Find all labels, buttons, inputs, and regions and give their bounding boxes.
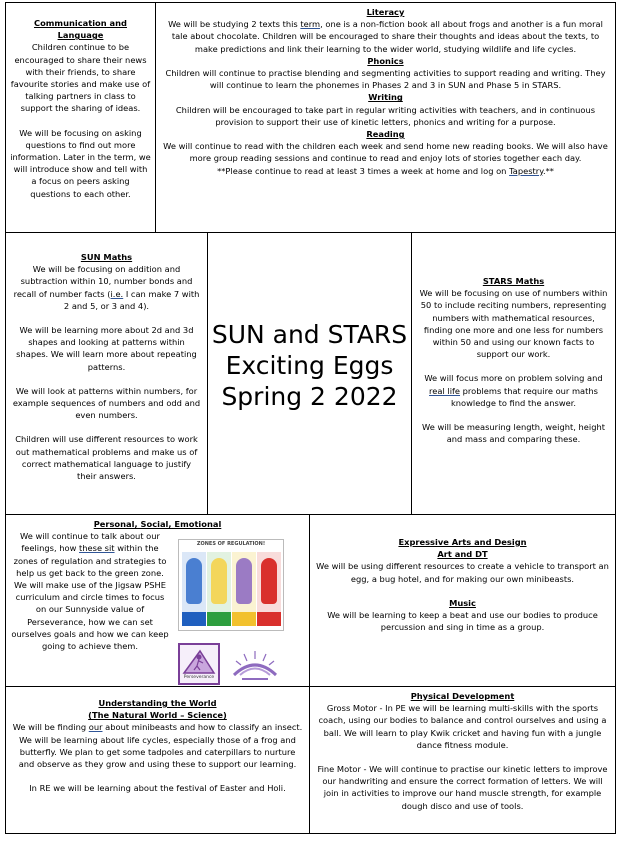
stars-maths-paragraph-3: We will be measuring length, weight, height and mass and comparing these. bbox=[422, 422, 605, 445]
physical-box bbox=[309, 686, 616, 834]
literacy-box bbox=[155, 2, 616, 233]
reading-paragraph: We will continue to read with the children each week and send home new reading books. We will also have more group reading sessions and continue to read and enjoy lots of stories together each day. bbox=[163, 141, 608, 164]
music-heading: Music bbox=[449, 597, 476, 608]
tapestry-link[interactable]: Tapestry bbox=[509, 165, 543, 176]
title-box bbox=[207, 232, 412, 515]
blue-zone-label bbox=[182, 612, 206, 626]
communication-paragraph-1: Children continue to be encouraged to share their news with their friends, to share favourite stories and make use of talking partners in class to support the sharing of ideas. bbox=[10, 42, 151, 114]
communication-heading: Communication and Language bbox=[33, 18, 127, 41]
stars-maths-paragraph-2: We will focus more on problem solving and real life problems that require our maths knowledge to find the answer. bbox=[424, 373, 603, 408]
phonics-paragraph: Children will continue to practise blending and segmenting activities to support reading and writing. They will continue to learn the phonemes in Phases 2 and 3 in SUN and Phase 5 in STARS. bbox=[165, 68, 606, 91]
arts-box bbox=[309, 514, 616, 687]
stars-maths-paragraph-1: We will be focusing on use of numbers within 50 to include reciting numbers, representing numbers with mathematical resources, finding one more and one less for numbers within 50 and using our known facts to support our work. bbox=[419, 288, 608, 360]
literacy-heading: Literacy bbox=[366, 7, 405, 17]
red-zone bbox=[257, 552, 281, 626]
zones-title: ZONES OF REGULATION! bbox=[196, 541, 266, 547]
stars-maths-heading: STARS Maths bbox=[482, 276, 545, 286]
sun-maths-box bbox=[5, 232, 208, 515]
pse-box bbox=[5, 514, 310, 687]
arts-paragraph: We will be using different resources to create a vehicle to transport an egg, a bug hotel, and for making our own minibeasts. bbox=[316, 561, 609, 584]
title-line-3: Spring 2 2022 bbox=[221, 382, 398, 411]
fine-motor-paragraph: Fine Motor - We will continue to practise our kinetic letters to improve our handwriting and ensure the correct formation of letters. We will join in activities to improve our hand muscle strength, for example dough disco and use of tools. bbox=[317, 764, 608, 811]
sun-maths-paragraph-4: Children will use different resources to work out mathematical problems and make us of correct mathematical language to justify their answers. bbox=[15, 434, 198, 482]
sun-maths-paragraph-1: We will be focusing on addition and subtraction within 10, number bonds and recall of number facts (i.e. I can make 7 with 2 and 5, or 3 and 4). bbox=[13, 264, 200, 311]
title-line-1: SUN and STARS bbox=[211, 320, 408, 349]
art-dt-heading: Art and DT bbox=[437, 549, 488, 560]
fear-character-icon bbox=[236, 558, 252, 604]
writing-heading: Writing bbox=[368, 92, 403, 103]
red-zone-label bbox=[257, 612, 281, 626]
literacy-paragraph: We will be studying 2 texts this term, one is a non-fiction book all about frogs and another is a fun moral tale about chocolate. Children will be encouraged to share their thoughts and ideas about the texts, to make predictions and link their learning to the wider world, studying wildlife and life cycles. bbox=[168, 19, 603, 54]
stars-maths-box bbox=[411, 232, 616, 515]
pse-paragraph: We will continue to talk about our feelings, how these sit within the zones of regulation and strategies to help us get back to the green zone. We will make use of the Jigsaw PSHE curriculum and circle times to focus on our Sunnyside value of Perseverance, how we can set ourselves goals and how we can keep going to achieve them. bbox=[11, 531, 169, 652]
yellow-zone bbox=[232, 552, 256, 626]
title-line-2: Exciting Eggs bbox=[225, 351, 394, 380]
world-box bbox=[5, 686, 310, 834]
communication-paragraph-2: We will be focusing on asking questions to find out more information. Later in the term, we will introduce show and tell with a focus on peers asking questions to each other. bbox=[10, 127, 151, 199]
zones-of-regulation-image bbox=[178, 539, 284, 631]
communication-language-box bbox=[5, 2, 156, 233]
joy-character-icon bbox=[211, 558, 227, 604]
sad-character-icon bbox=[186, 558, 202, 604]
ie-word: i.e. bbox=[110, 288, 124, 299]
world-subheading: (The Natural World – Science) bbox=[88, 710, 227, 721]
pse-heading: Personal, Social, Emotional bbox=[93, 519, 222, 529]
green-zone bbox=[207, 552, 231, 626]
blue-zone bbox=[182, 552, 206, 626]
real-life-word: real life bbox=[429, 385, 461, 396]
world-paragraph-2: In RE we will be learning about the festival of Easter and Holi. bbox=[29, 783, 286, 794]
sun-maths-heading: SUN Maths bbox=[80, 252, 133, 262]
reading-note: **Please continue to read at least 3 times a week at home and log on Tapestry.** bbox=[217, 165, 554, 176]
arts-heading: Expressive Arts and Design bbox=[398, 537, 527, 547]
reading-heading: Reading bbox=[366, 129, 405, 140]
world-heading: Understanding the World bbox=[98, 698, 217, 708]
perseverance-badge bbox=[178, 643, 220, 685]
yellow-zone-label bbox=[232, 612, 256, 626]
term-word: term bbox=[300, 19, 321, 30]
gross-motor-paragraph: Gross Motor - In PE we will be learning multi-skills with the sports coach, using our bodies to balance and control ourselves and using a ball. We will learn to play Kwik cricket and having fun with a jungle dance fitness module. bbox=[318, 703, 607, 750]
music-paragraph: We will be learning to keep a beat and use our bodies to produce percussion and sing in time as a group. bbox=[327, 610, 598, 633]
our-word: our bbox=[88, 722, 103, 733]
anger-character-icon bbox=[261, 558, 277, 604]
sun-maths-paragraph-2: We will be learning more about 2d and 3d shapes and looking at patterns within shapes. We will learn more about repeating patterns. bbox=[16, 325, 197, 372]
sunnyside-logo bbox=[226, 645, 284, 685]
perseverance-label: Perseverance bbox=[183, 675, 215, 680]
physical-heading: Physical Development bbox=[410, 691, 515, 701]
world-paragraph-1: We will be finding our about minibeasts and how to classify an insect. We will be learning about life cycles, especially those of a frog and butterfly. We plan to get some tadpoles and caterpillars to nurture and observe as they grow and using these to support our learning. bbox=[12, 722, 303, 770]
sun-maths-paragraph-3: We will look at patterns within numbers, for example sequences of numbers and odd and even numbers. bbox=[12, 385, 201, 421]
phonics-heading: Phonics bbox=[367, 55, 404, 66]
writing-paragraph: Children will be encouraged to take part in regular writing activities with teachers, and in continuous provision to support their use of kinetic letters, phonics and writing for a purpose. bbox=[175, 104, 596, 127]
these-sit-word: these sit bbox=[79, 543, 115, 554]
green-zone-label bbox=[207, 612, 231, 626]
climber-icon bbox=[180, 645, 218, 675]
